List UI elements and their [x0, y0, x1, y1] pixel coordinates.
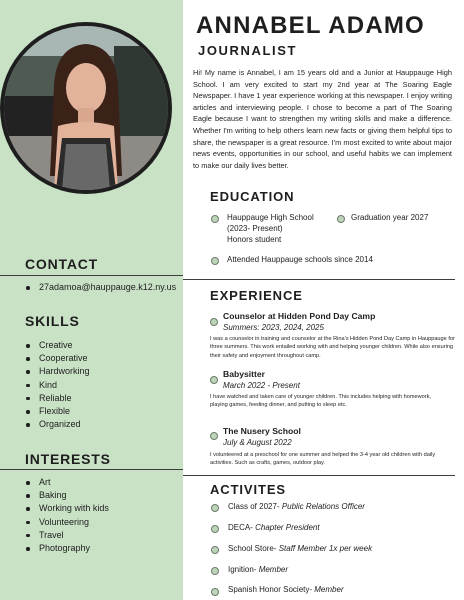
- interests-heading: INTERESTS: [25, 451, 111, 467]
- bullet-icon: [211, 567, 219, 575]
- activity-role: Chapter President: [255, 523, 320, 532]
- bullet-icon: [210, 318, 218, 326]
- activity-org: School Store-: [228, 544, 279, 553]
- education-graduation: Graduation year 2027: [351, 213, 429, 222]
- bio-paragraph: Hi! My name is Annabel, I am 15 years old and a Junior at Hauppauge High School. I am very excited to start my 2nd year at The Soaring Eagle Newspaper. I have 1 year experience working at this newspaper. I enjoy writing articles and interviewing people. I chose to become a part of The Soaring Eagle because I want to strengthen my writing skills and make a difference. Whether I'm writing to help others learn new facts or giving them helpful tips to share, the newspaper is a great resource. I'm most excited to write about major news events, opportunities in our school, and useful habits we can implement to make our daily lives better.: [193, 68, 452, 170]
- contact-email: 27adamoa@hauppauge.k12.ny.us: [26, 281, 176, 294]
- bullet-icon: [211, 588, 219, 596]
- list-item: Kind: [26, 379, 90, 392]
- list-item: Cooperative: [26, 352, 90, 365]
- job-description: I volunteered at a preschool for one summer and helped the 3-4 year old children with daily activities. Such as crafts, games, outdoor play.: [210, 452, 436, 467]
- job-title: Babysitter: [223, 369, 266, 379]
- section-divider: [183, 475, 455, 476]
- job-description: I have watched and taken care of younger children. This includes helping with homework, playing games, feeding dinner, and putting to sleep etc.: [210, 394, 431, 409]
- bullet-icon: [211, 215, 219, 223]
- activities-heading: ACTIVITES: [210, 482, 286, 497]
- activity-item: [228, 585, 344, 594]
- section-divider: [183, 279, 455, 280]
- list-item: Volunteering: [26, 516, 109, 529]
- skills-list: [26, 339, 90, 431]
- bullet-icon: [211, 546, 219, 554]
- contact-heading: CONTACT: [25, 256, 98, 272]
- list-item: Reliable: [26, 392, 90, 405]
- activity-role: Public Relations Officer: [281, 502, 365, 511]
- job-date: Summers: 2023, 2024, 2025: [223, 323, 324, 332]
- education-attended: Attended Hauppauge schools since 2014: [227, 255, 373, 264]
- profile-photo: [4, 26, 168, 190]
- contact-divider: [0, 275, 183, 276]
- education-honors: Honors student: [227, 235, 282, 244]
- activity-role: Member: [314, 585, 344, 594]
- bullet-icon: [211, 504, 219, 512]
- experience-heading: EXPERIENCE: [210, 288, 303, 303]
- list-item: Working with kids: [26, 502, 109, 515]
- list-item: Photography: [26, 542, 109, 555]
- job-date: July & August 2022: [223, 438, 292, 447]
- list-item: Hardworking: [26, 365, 90, 378]
- interests-divider: [0, 469, 183, 470]
- activity-org: Class of 2027-: [228, 502, 282, 511]
- education-heading: EDUCATION: [210, 189, 295, 204]
- list-item: Flexible: [26, 405, 90, 418]
- activity-item: [228, 502, 365, 511]
- activity-org: Spanish Honor Society-: [228, 585, 315, 594]
- bullet-icon: [210, 376, 218, 384]
- list-item: Organized: [26, 418, 90, 431]
- bullet-icon: [211, 525, 219, 533]
- activity-item: [228, 565, 288, 574]
- list-item: Baking: [26, 489, 109, 502]
- job-title: The Nusery School: [223, 426, 301, 436]
- portrait-image: [4, 26, 168, 190]
- interests-list: [26, 476, 109, 555]
- page-title: ANNABEL ADAMO: [196, 12, 425, 39]
- bullet-icon: [210, 432, 218, 440]
- activity-org: Ignition-: [228, 565, 259, 574]
- activity-item: [228, 523, 320, 532]
- activity-role: Member: [258, 565, 289, 574]
- list-item: Art: [26, 476, 109, 489]
- skills-heading: SKILLS: [25, 313, 80, 329]
- job-description: I was a counselor in training and counselor at the Rina's Hidden Pond Day Camp in Hauppauge for three summers. This work entailed working with and helping younger children. While also ensuring their safety and enjoyment throughout camp.: [210, 336, 455, 359]
- job-title: Counselor at Hidden Pond Day Camp: [223, 311, 376, 321]
- bullet-icon: [211, 257, 219, 265]
- bullet-icon: [337, 215, 345, 223]
- profile-photo-frame: [0, 22, 172, 194]
- activity-item: [228, 544, 372, 553]
- activity-org: DECA-: [228, 523, 256, 532]
- list-item: Creative: [26, 339, 90, 352]
- education-dates: (2023- Present): [227, 224, 283, 233]
- list-item: Travel: [26, 529, 109, 542]
- job-role: JOURNALIST: [198, 43, 298, 58]
- job-date: March 2022 - Present: [223, 381, 300, 390]
- contact-list: [26, 281, 176, 294]
- education-school: Hauppauge High School: [227, 213, 314, 222]
- activity-role: Staff Member 1x per week: [278, 544, 373, 553]
